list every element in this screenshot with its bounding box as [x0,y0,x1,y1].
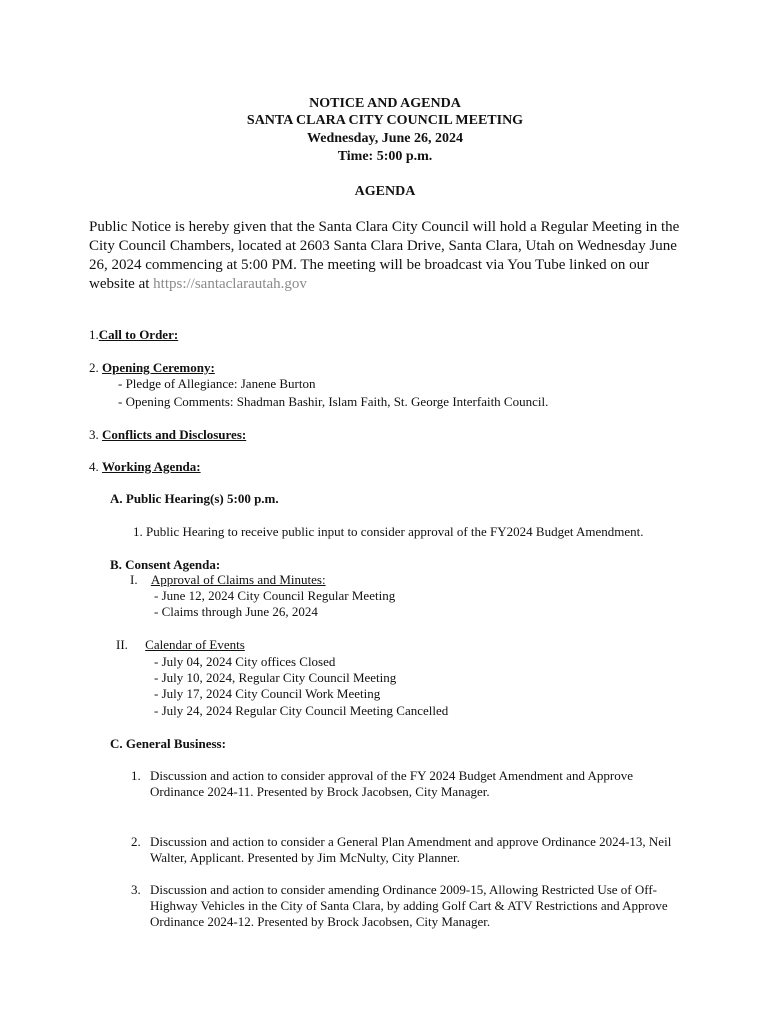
section-c-heading: C. General Business: [110,736,226,751]
agenda-item-working-agenda [89,459,201,475]
item-number: 2. [131,834,141,849]
event-line: - July 10, 2024, Regular City Council Meeting [154,670,397,685]
meeting-name: SANTA CLARA CITY COUNCIL MEETING [246,113,524,128]
pledge-line: - Pledge of Allegiance: Janene Burton [118,376,316,391]
agenda-item-opening-ceremony [89,360,215,376]
item-label: Approval of Claims and Minutes: [150,572,326,587]
website-link[interactable]: https://santaclarautah.gov [153,276,307,292]
item-number: 2. [89,360,99,375]
general-business-item-2: Discussion and action to consider a General Plan Amendment and approve Ordinance 2024-13, Neil Walter, Applicant. Presented by Jim McNulty, City Planner. [150,834,672,865]
consent-item-ii [116,637,245,653]
item-label: Working Agenda: [102,459,201,474]
item-label: Calendar of Events [145,637,245,652]
item-number: I. [130,572,138,587]
item-number: 3. [89,427,99,442]
consent-item-i [130,572,326,588]
item-number: 3. [131,882,141,897]
public-notice-text: Public Notice is hereby given that the Santa Clara City Council will hold a Regular Meeting in the City Council Chambers, located at 2603 Santa Clara Drive, Santa Clara, Utah on Wednesday June 26, 2024 commencing at 5:00 PM. The meeting will be broadcast via You Tube linked on our website at [89,219,680,292]
opening-comments-line: - Opening Comments: Shadman Bashir, Islam Faith, St. George Interfaith Council. [118,394,549,409]
agenda-item-call-to-order [89,327,178,343]
section-b-heading: B. Consent Agenda: [110,557,221,572]
section-a-heading: A. Public Hearing(s) 5:00 p.m. [110,491,279,506]
event-line: - July 17, 2024 City Council Work Meeting [154,686,381,701]
notice-title: NOTICE AND AGENDA [309,96,461,111]
public-hearing-item: 1. Public Hearing to receive public input to consider approval of the FY2024 Budget Amendment. [133,524,644,539]
item-label: Conflicts and Disclosures: [102,427,247,442]
agenda-item-conflicts [89,427,246,443]
item-number: II. [116,637,128,652]
item-label: Call to Order: [98,327,179,342]
public-notice-paragraph [89,218,689,294]
meeting-time: Time: 5:00 p.m. [337,149,433,164]
event-line: - July 04, 2024 City offices Closed [154,654,336,669]
item-number: 1. [131,768,141,783]
event-line: - July 24, 2024 Regular City Council Meeting Cancelled [154,703,449,718]
general-business-item-1: Discussion and action to consider approval of the FY 2024 Budget Amendment and Approve Ordinance 2024-11. Presented by Brock Jacobsen, City Manager. [150,768,633,799]
item-number: 4. [89,459,99,474]
item-number: 1. [89,327,99,342]
agenda-heading: AGENDA [354,184,416,199]
meeting-date: Wednesday, June 26, 2024 [307,131,463,146]
item-label: Opening Ceremony: [102,360,215,375]
minutes-line: - June 12, 2024 City Council Regular Meeting [154,588,396,603]
claims-line: - Claims through June 26, 2024 [154,604,318,619]
general-business-item-3: Discussion and action to consider amending Ordinance 2009-15, Allowing Restricted Use of Off-Highway Vehicles in the City of Santa Clara, by adding Golf Cart & ATV Restrictions and Approve Ordinance 2024-12. Presented by Brock Jacobsen, City Manager. [150,882,668,929]
